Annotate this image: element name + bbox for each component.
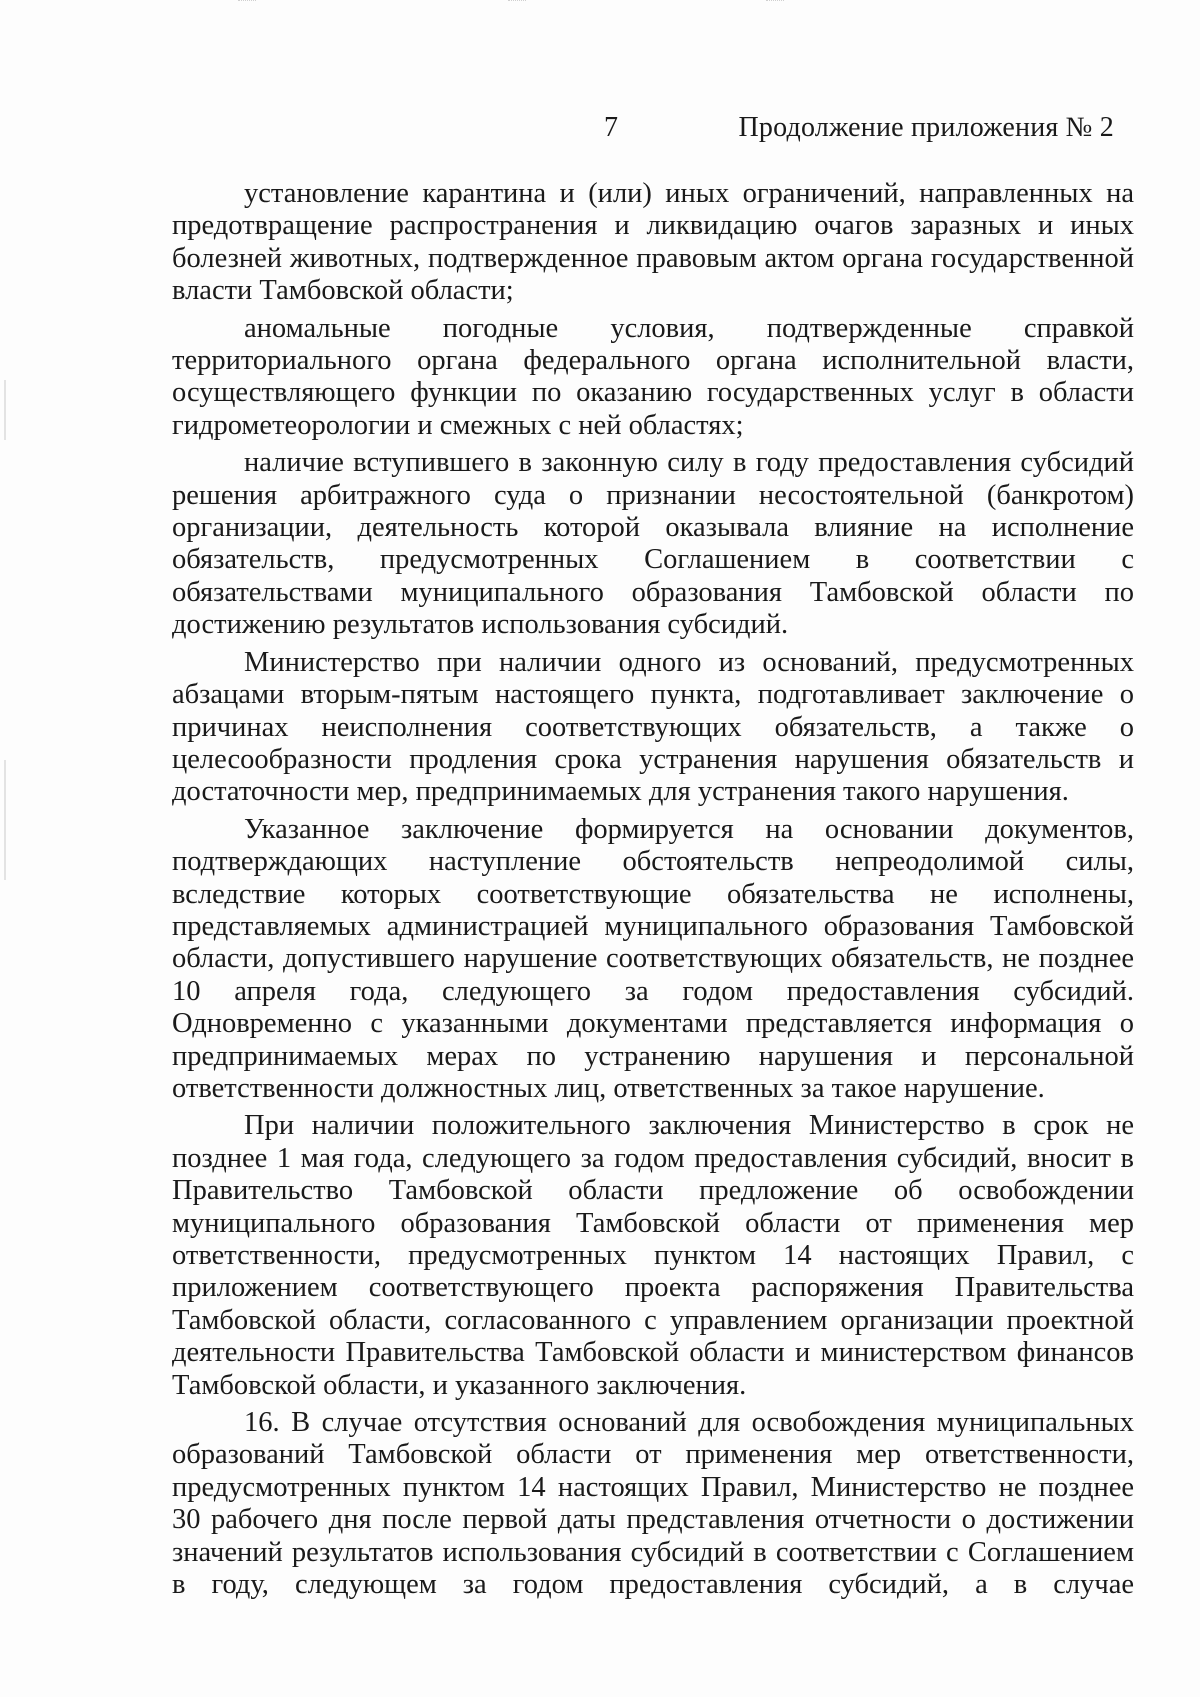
document-body	[172, 178, 1134, 1606]
paragraph: Указанное заключение формируется на основании документов, подтверждающих наступление обстоятельств непреодолимой силы, вследствие которых соответствующие обязательства не исполнены, представляемых администрацией муниципального образования Тамбовской области, допустившего нарушение соответствующих обязательств, не позднее 10 апреля года, следующего за годом предоставления субсидий. Одновременно с указанными документами представляется информация о предпринимаемых мерах по устранению нарушения и персональной ответственности должностных лиц, ответственных за такое нарушение.	[172, 813, 1134, 1104]
appendix-continuation-label: Продолжение приложения № 2	[738, 112, 1114, 143]
paragraph: При наличии положительного заключения Министерство в срок не позднее 1 мая года, следующего за годом предоставления субсидий, вносит в Правительство Тамбовской области предложение об освобождении муниципального образования Тамбовской области от применения мер ответственности, предусмотренных пунктом 14 настоящих Правил, с приложением соответствующего проекта распоряжения Правительства Тамбовской области, согласованного с управлением организации проектной деятельности Правительства Тамбовской области и министерством финансов Тамбовской области, и указанного заключения.	[172, 1110, 1134, 1401]
paragraph: Министерство при наличии одного из оснований, предусмотренных абзацами вторым-пятым настоящего пункта, подготавливает заключение о причинах неисполнения соответствующих обязательств, а также о целесообразности продления срока устранения нарушения обязательств и достаточности мер, предпринимаемых для устранения такого нарушения.	[172, 646, 1134, 808]
page-header	[0, 112, 1200, 152]
paragraph: установление карантина и (или) иных ограничений, направленных на предотвращение распространения и ликвидацию очагов заразных и иных болезней животных, подтвержденное правовым актом органа государственной власти Тамбовской области;	[172, 178, 1134, 307]
paragraph: наличие вступившего в законную силу в году предоставления субсидий решения арбитражного суда о признании несостоятельной (банкротом) организации, деятельность которой оказывала влияние на исполнение обязательств, предусмотренных Соглашением в соответствии с обязательствами муниципального образования Тамбовской области по достижению результатов использования субсидий.	[172, 447, 1134, 641]
scan-artifact	[4, 380, 6, 440]
paragraph: аномальные погодные условия, подтвержденные справкой территориального органа федерального органа исполнительной власти, осуществляющего функции по оказанию государственных услуг в области гидрометеорологии и смежных с ней областях;	[172, 312, 1134, 441]
scan-artifact	[766, 0, 784, 9]
page-number: 7	[604, 112, 618, 143]
paragraph-section-16: 16. В случае отсутствия оснований для освобождения муниципальных образований Тамбовской области от применения мер ответственности, предусмотренных пунктом 14 настоящих Правил, Министерство не позднее 30 рабочего дня после первой даты представления отчетности о достижении значений результатов использования субсидий в соответствии с Соглашением в году, следующем за годом предоставления субсидий, а в случае	[172, 1407, 1134, 1601]
scan-artifact	[508, 0, 526, 9]
scan-artifact	[238, 0, 256, 9]
scan-artifact	[4, 760, 6, 880]
